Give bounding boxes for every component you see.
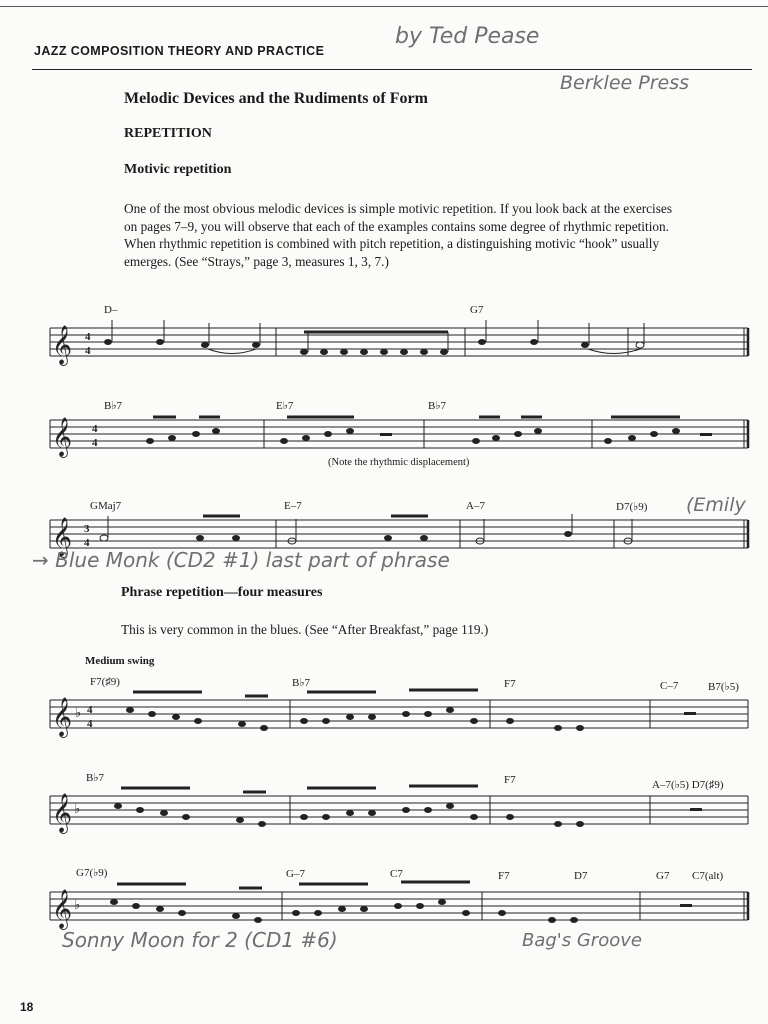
music-staff-5 (0, 788, 768, 838)
handwritten-publisher: Berklee Press (560, 72, 689, 94)
chord-label: F7 (498, 870, 510, 882)
chord-label: D7 (574, 870, 588, 882)
running-header: JAZZ COMPOSITION THEORY AND PRACTICE (34, 44, 325, 58)
top-edge-rule (0, 6, 768, 7)
svg-text:3: 3 (84, 523, 90, 535)
svg-text:4: 4 (87, 718, 93, 730)
chord-label: B♭7 (86, 772, 105, 784)
chord-label: G7(♭9) (76, 867, 108, 879)
handwritten-bags-groove: Bag's Groove (522, 930, 642, 951)
chord-label: C7 (390, 868, 403, 880)
header-rule (32, 69, 752, 70)
svg-text:♭: ♭ (75, 705, 82, 720)
chord-label: B♭7 (292, 677, 311, 689)
svg-text:4: 4 (85, 345, 91, 357)
chord-label: B♭7 (428, 400, 447, 412)
rhythmic-displacement-caption: (Note the rhythmic displacement) (328, 457, 470, 468)
chord-label: C–7 (660, 680, 679, 692)
chord-label: GMaj7 (90, 500, 122, 512)
svg-text:𝄞: 𝄞 (52, 517, 73, 557)
music-staff-4 (0, 690, 768, 740)
svg-text:𝄞: 𝄞 (52, 889, 73, 929)
music-staff-6 (0, 882, 768, 932)
svg-text:4: 4 (92, 437, 98, 449)
section-subtitle: REPETITION (124, 126, 212, 141)
chord-label: E♭7 (276, 400, 294, 412)
handwritten-sonny-moon: Sonny Moon for 2 (CD1 #6) (62, 928, 338, 952)
music-staff-2 (0, 414, 768, 460)
chord-label: G7 (470, 304, 484, 316)
music-staff-1 (0, 318, 768, 368)
chord-label: C7(alt) (692, 870, 724, 882)
subheading-phrase: Phrase repetition—four measures (121, 585, 323, 600)
chord-label: D7(♭9) (616, 501, 648, 513)
handwritten-author: by Ted Pease (395, 24, 540, 49)
chord-label: B♭7 (104, 400, 123, 412)
svg-text:♭: ♭ (74, 801, 81, 816)
paragraph-phrase: This is very common in the blues. (See “After Breakfast,” page 119.) (121, 622, 489, 637)
chord-label: A–7(♭5) D7(♯9) (652, 779, 724, 791)
chord-label: A–7 (466, 500, 485, 512)
handwritten-blue-monk: → Blue Monk (CD2 #1) last part of phrase (32, 548, 450, 572)
handwritten-emily: (Emily (686, 494, 746, 516)
svg-text:𝄞: 𝄞 (52, 417, 73, 457)
svg-text:♭: ♭ (74, 897, 81, 912)
chord-label: E–7 (284, 500, 302, 512)
tempo-marking: Medium swing (85, 655, 155, 667)
chord-label: D– (104, 304, 118, 316)
svg-text:4: 4 (85, 331, 91, 343)
subheading-motivic: Motivic repetition (124, 162, 232, 177)
page-number: 18 (20, 1000, 34, 1014)
chord-label: F7(♯9) (90, 676, 120, 688)
chord-label: B7(♭5) (708, 681, 739, 693)
svg-text:4: 4 (84, 537, 90, 549)
paragraph-motivic: One of the most obvious melodic devices is simple motivic repetition. If you look back at the exercises on pages 7–9, you will observe that each of the examples contains some degree of rhythmic repetition. When rhythmic repetition is combined with pitch repetition, a distinguishing motivic “hook” usually emerges. (See “Strays,” page 3, measures 1, 3, 7.) (124, 201, 672, 269)
chord-label: F7 (504, 678, 516, 690)
svg-text:𝄞: 𝄞 (52, 793, 73, 833)
svg-text:4: 4 (87, 704, 93, 716)
svg-text:4: 4 (92, 423, 98, 435)
svg-text:𝄞: 𝄞 (52, 325, 73, 365)
section-title: Melodic Devices and the Rudiments of Form (124, 90, 428, 107)
svg-text:𝄞: 𝄞 (52, 697, 73, 737)
chord-label: G7 (656, 870, 670, 882)
chord-label: G–7 (286, 868, 305, 880)
chord-label: F7 (504, 774, 516, 786)
